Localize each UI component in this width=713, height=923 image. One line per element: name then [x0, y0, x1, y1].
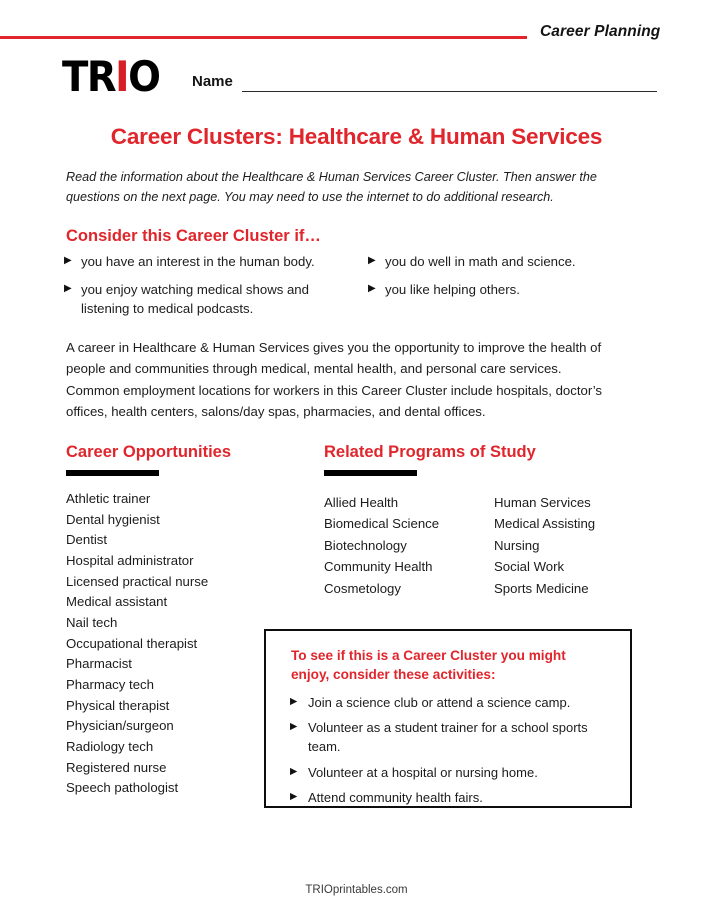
- logo-text-i: I: [115, 52, 129, 101]
- list-item-label: Volunteer at a hospital or nursing home.: [308, 764, 538, 780]
- list-item: [290, 693, 610, 712]
- list-item: Biomedical Science: [324, 516, 440, 532]
- list-item: Speech pathologist: [66, 780, 179, 796]
- related-programs-column-b: [494, 492, 659, 599]
- consider-list-left: [64, 252, 354, 327]
- career-opportunities-list: [66, 489, 266, 799]
- header-red-rule: [0, 36, 527, 39]
- list-item: [368, 280, 658, 299]
- list-item: [64, 280, 354, 318]
- list-item: [290, 788, 610, 807]
- list-item: Physician/surgeon: [66, 718, 174, 734]
- triangle-bullet-icon: ▶: [290, 790, 298, 802]
- list-item: Occupational therapist: [66, 635, 198, 651]
- list-item: Athletic trainer: [66, 491, 151, 506]
- list-item: Nursing: [494, 537, 540, 553]
- list-item: Social Work: [494, 559, 565, 575]
- triangle-bullet-icon: ▶: [290, 765, 298, 777]
- list-item: [368, 252, 658, 271]
- list-item: [64, 252, 354, 271]
- related-programs-rule: [324, 470, 417, 476]
- list-item-label: you like helping others.: [385, 282, 520, 298]
- activities-list: [290, 693, 610, 813]
- related-programs-heading: Related Programs of Study: [324, 443, 536, 461]
- consider-list-right: [368, 252, 658, 308]
- list-item: Dental hygienist: [66, 511, 160, 527]
- triangle-bullet-icon: ▶: [290, 721, 298, 733]
- list-item: Pharmacy tech: [66, 676, 154, 692]
- list-item: Registered nurse: [66, 759, 167, 775]
- triangle-bullet-icon: ▶: [64, 283, 72, 295]
- list-item: Biotechnology: [324, 537, 407, 553]
- related-programs-column-a: [324, 492, 489, 599]
- list-item: Pharmacist: [66, 656, 132, 672]
- list-item: Cosmetology: [324, 580, 401, 596]
- list-item-label: you enjoy watching medical shows and listening to medical podcasts.: [81, 282, 309, 317]
- list-item: Physical therapist: [66, 697, 170, 713]
- list-item: Human Services: [494, 495, 591, 510]
- logo-text-tr: TR: [62, 52, 116, 101]
- triangle-bullet-icon: ▶: [64, 255, 72, 266]
- career-opportunities-rule: [66, 470, 159, 476]
- trio-logo: [62, 52, 160, 101]
- list-item: Community Health: [324, 559, 433, 575]
- triangle-bullet-icon: ▶: [368, 283, 376, 295]
- triangle-bullet-icon: ▶: [290, 696, 298, 707]
- list-item-label: you do well in math and science.: [385, 254, 576, 269]
- footer-site-label: TRIOprintables.com: [305, 884, 408, 896]
- list-item: Licensed practical nurse: [66, 573, 209, 589]
- list-item-label: Volunteer as a student trainer for a school sports team.: [308, 720, 588, 755]
- list-item: [290, 763, 610, 782]
- cluster-description-paragraph: A career in Healthcare & Human Services gives you the opportunity to improve the health of people and communities through medical, mental health, and personal care services. Common employment locations for workers in this Career Cluster include hospitals, doctor’s offices, health centers, salons/day spas, pharmacies, and dental offices.: [66, 340, 603, 420]
- list-item: Dentist: [66, 532, 108, 548]
- intro-instructions: Read the information about the Healthcare & Human Services Career Cluster. Then answer the questions on the next page. You may need to use the internet to do additional research.: [66, 170, 597, 204]
- list-item-label: you have an interest in the human body.: [81, 254, 315, 269]
- header-kicker: Career Planning: [540, 23, 661, 40]
- page-title: Career Clusters: Healthcare & Human Services: [110, 124, 603, 149]
- list-item: Nail tech: [66, 614, 118, 630]
- list-item-label: Attend community health fairs.: [308, 789, 483, 805]
- logo-text-o: O: [128, 52, 160, 101]
- list-item: Medical assistant: [66, 594, 168, 610]
- list-item-label: Join a science club or attend a science camp.: [308, 695, 571, 710]
- list-item: Sports Medicine: [494, 580, 589, 596]
- name-input-line[interactable]: [242, 91, 657, 92]
- list-item: Allied Health: [324, 495, 399, 510]
- career-opportunities-heading: Career Opportunities: [66, 443, 232, 461]
- triangle-bullet-icon: ▶: [368, 255, 376, 266]
- header-band: [0, 23, 713, 52]
- list-item: [290, 718, 610, 756]
- consider-heading: Consider this Career Cluster if…: [66, 227, 321, 245]
- activities-callout-box: [264, 629, 632, 808]
- list-item: Hospital administrator: [66, 552, 194, 568]
- list-item: Medical Assisting: [494, 516, 596, 532]
- list-item: Radiology tech: [66, 738, 154, 754]
- name-label: Name: [192, 73, 233, 90]
- activities-heading: To see if this is a Career Cluster you might enjoy, consider these activities:: [291, 648, 566, 682]
